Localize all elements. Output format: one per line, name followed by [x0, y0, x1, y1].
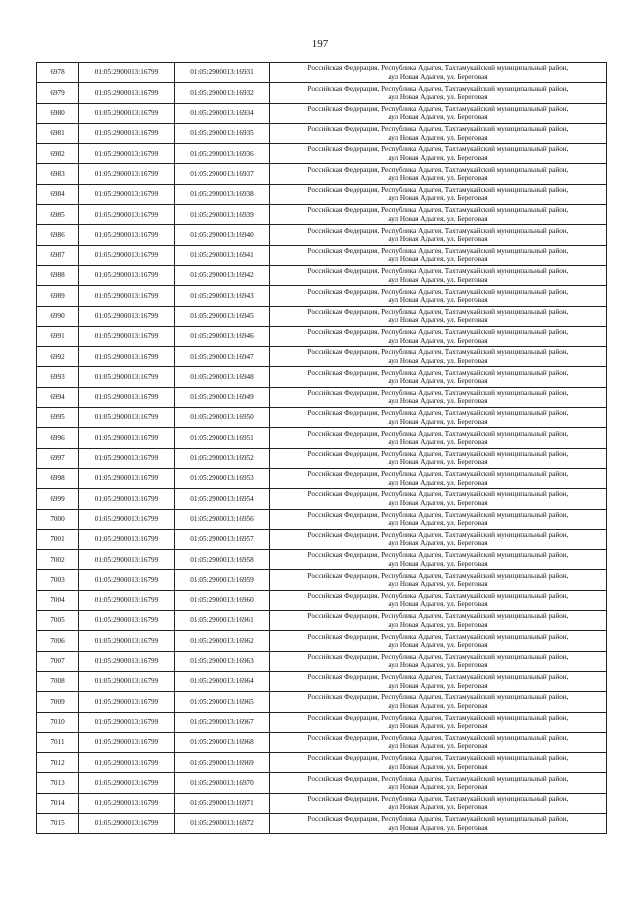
address-line-2: аул Новая Адыгея, ул. Береговая: [388, 722, 488, 731]
address-line-1: Российская Федерация, Республика Адыгея, Тахтамукайский муниципальный район,: [307, 145, 569, 154]
address-cell: [270, 367, 607, 387]
table-row: [37, 651, 607, 671]
row-number: 6999: [37, 489, 79, 509]
address-cell: [270, 671, 607, 691]
address-line-1: Российская Федерация, Республика Адыгея, Тахтамукайский муниципальный район,: [307, 571, 569, 580]
address-cell: [270, 144, 607, 164]
address-cell: [270, 773, 607, 793]
parent-cadastral-number: 01:05:2900013:16799: [79, 529, 175, 549]
cadastral-number: 01:05:2900013:16959: [175, 570, 270, 590]
address-line-2: аул Новая Адыгея, ул. Береговая: [388, 113, 488, 122]
address-cell: [270, 347, 607, 367]
table-row: [37, 326, 607, 346]
table-row: [37, 813, 607, 833]
table-row: [37, 225, 607, 245]
row-number: 6981: [37, 123, 79, 143]
address-line-1: Российская Федерация, Республика Адыгея, Тахтамукайский муниципальный район,: [307, 206, 569, 215]
cadastral-number: 01:05:2900013:16964: [175, 671, 270, 691]
table-row: [37, 286, 607, 306]
cadastral-table: [36, 62, 607, 834]
table-row: [37, 590, 607, 610]
row-number: 7011: [37, 732, 79, 752]
parent-cadastral-number: 01:05:2900013:16799: [79, 123, 175, 143]
address-line-2: аул Новая Адыгея, ул. Береговая: [388, 539, 488, 548]
parent-cadastral-number: 01:05:2900013:16799: [79, 651, 175, 671]
row-number: 6987: [37, 245, 79, 265]
table-row: [37, 773, 607, 793]
table-row: [37, 144, 607, 164]
address-line-1: Российская Федерация, Республика Адыгея, Тахтамукайский муниципальный район,: [307, 490, 569, 499]
address-line-1: Российская Федерация, Республика Адыгея, Тахтамукайский муниципальный район,: [307, 612, 569, 621]
address-line-1: Российская Федерация, Республика Адыгея, Тахтамукайский муниципальный район,: [307, 368, 569, 377]
parent-cadastral-number: 01:05:2900013:16799: [79, 347, 175, 367]
cadastral-number: 01:05:2900013:16956: [175, 509, 270, 529]
table-row: [37, 692, 607, 712]
address-cell: [270, 245, 607, 265]
parent-cadastral-number: 01:05:2900013:16799: [79, 428, 175, 448]
address-line-2: аул Новая Адыгея, ул. Береговая: [388, 742, 488, 751]
cadastral-number: 01:05:2900013:16962: [175, 631, 270, 651]
address-cell: [270, 225, 607, 245]
table-row: [37, 245, 607, 265]
address-cell: [270, 590, 607, 610]
address-line-2: аул Новая Адыгея, ул. Береговая: [388, 823, 488, 832]
address-cell: [270, 813, 607, 833]
parent-cadastral-number: 01:05:2900013:16799: [79, 367, 175, 387]
address-line-2: аул Новая Адыгея, ул. Береговая: [388, 397, 488, 406]
cadastral-number: 01:05:2900013:16949: [175, 387, 270, 407]
row-number: 6978: [37, 63, 79, 83]
address-cell: [270, 489, 607, 509]
parent-cadastral-number: 01:05:2900013:16799: [79, 184, 175, 204]
address-line-2: аул Новая Адыгея, ул. Береговая: [388, 478, 488, 487]
address-cell: [270, 103, 607, 123]
address-cell: [270, 306, 607, 326]
row-number: 7008: [37, 671, 79, 691]
address-cell: [270, 651, 607, 671]
table-row: [37, 306, 607, 326]
row-number: 7005: [37, 611, 79, 631]
address-line-1: Российская Федерация, Республика Адыгея, Тахтамукайский муниципальный район,: [307, 429, 569, 438]
table-row: [37, 448, 607, 468]
address-cell: [270, 712, 607, 732]
row-number: 7015: [37, 813, 79, 833]
parent-cadastral-number: 01:05:2900013:16799: [79, 550, 175, 570]
row-number: 6980: [37, 103, 79, 123]
cadastral-number: 01:05:2900013:16939: [175, 205, 270, 225]
cadastral-number: 01:05:2900013:16961: [175, 611, 270, 631]
address-line-1: Российская Федерация, Республика Адыгея, Тахтамукайский муниципальный район,: [307, 287, 569, 296]
table-row: [37, 529, 607, 549]
table-body: [37, 63, 607, 834]
address-cell: [270, 509, 607, 529]
table-row: [37, 103, 607, 123]
address-line-1: Российская Федерация, Республика Адыгея, Тахтамукайский муниципальный район,: [307, 246, 569, 255]
address-cell: [270, 83, 607, 103]
cadastral-number: 01:05:2900013:16940: [175, 225, 270, 245]
row-number: 6991: [37, 326, 79, 346]
parent-cadastral-number: 01:05:2900013:16799: [79, 225, 175, 245]
row-number: 6995: [37, 408, 79, 428]
table-row: [37, 753, 607, 773]
table-row: [37, 265, 607, 285]
parent-cadastral-number: 01:05:2900013:16799: [79, 408, 175, 428]
cadastral-number: 01:05:2900013:16945: [175, 306, 270, 326]
row-number: 6990: [37, 306, 79, 326]
cadastral-number: 01:05:2900013:16948: [175, 367, 270, 387]
address-line-1: Российская Федерация, Республика Адыгея, Тахтамукайский муниципальный район,: [307, 673, 569, 682]
parent-cadastral-number: 01:05:2900013:16799: [79, 306, 175, 326]
cadastral-number: 01:05:2900013:16957: [175, 529, 270, 549]
address-cell: [270, 408, 607, 428]
row-number: 6986: [37, 225, 79, 245]
table-row: [37, 509, 607, 529]
table-row: [37, 793, 607, 813]
table-row: [37, 205, 607, 225]
parent-cadastral-number: 01:05:2900013:16799: [79, 387, 175, 407]
table-row: [37, 428, 607, 448]
address-line-1: Российская Федерация, Республика Адыгея, Тахтамукайский муниципальный район,: [307, 84, 569, 93]
address-line-1: Российская Федерация, Республика Адыгея, Тахтамукайский муниципальный район,: [307, 794, 569, 803]
row-number: 6996: [37, 428, 79, 448]
cadastral-number: 01:05:2900013:16967: [175, 712, 270, 732]
row-number: 6997: [37, 448, 79, 468]
address-line-1: Российская Федерация, Республика Адыгея, Тахтамукайский муниципальный район,: [307, 388, 569, 397]
parent-cadastral-number: 01:05:2900013:16799: [79, 692, 175, 712]
address-cell: [270, 286, 607, 306]
address-line-2: аул Новая Адыгея, ул. Береговая: [388, 803, 488, 812]
address-line-1: Российская Федерация, Республика Адыгея, Тахтамукайский муниципальный район,: [307, 125, 569, 134]
cadastral-number: 01:05:2900013:16951: [175, 428, 270, 448]
table-row: [37, 611, 607, 631]
address-line-1: Российская Федерация, Республика Адыгея, Тахтамукайский муниципальный район,: [307, 754, 569, 763]
row-number: 6998: [37, 468, 79, 488]
address-cell: [270, 184, 607, 204]
address-cell: [270, 732, 607, 752]
table-row: [37, 164, 607, 184]
address-line-2: аул Новая Адыгея, ул. Береговая: [388, 377, 488, 386]
row-number: 7006: [37, 631, 79, 651]
row-number: 6984: [37, 184, 79, 204]
address-cell: [270, 529, 607, 549]
address-line-1: Российская Федерация, Республика Адыгея, Тахтамукайский муниципальный район,: [307, 551, 569, 560]
table-row: [37, 63, 607, 83]
table-row: [37, 468, 607, 488]
parent-cadastral-number: 01:05:2900013:16799: [79, 448, 175, 468]
address-line-1: Российская Федерация, Республика Адыгея, Тахтамукайский муниципальный район,: [307, 226, 569, 235]
row-number: 6979: [37, 83, 79, 103]
parent-cadastral-number: 01:05:2900013:16799: [79, 326, 175, 346]
table-row: [37, 631, 607, 651]
parent-cadastral-number: 01:05:2900013:16799: [79, 773, 175, 793]
table-row: [37, 387, 607, 407]
page-number: 197: [311, 38, 329, 50]
address-line-1: Российская Федерация, Республика Адыгея, Тахтамукайский муниципальный район,: [307, 632, 569, 641]
address-line-2: аул Новая Адыгея, ул. Береговая: [388, 762, 488, 771]
parent-cadastral-number: 01:05:2900013:16799: [79, 245, 175, 265]
address-cell: [270, 265, 607, 285]
parent-cadastral-number: 01:05:2900013:16799: [79, 144, 175, 164]
parent-cadastral-number: 01:05:2900013:16799: [79, 63, 175, 83]
parent-cadastral-number: 01:05:2900013:16799: [79, 611, 175, 631]
address-cell: [270, 550, 607, 570]
parent-cadastral-number: 01:05:2900013:16799: [79, 813, 175, 833]
row-number: 6994: [37, 387, 79, 407]
cadastral-number: 01:05:2900013:16960: [175, 590, 270, 610]
row-number: 7004: [37, 590, 79, 610]
address-line-2: аул Новая Адыгея, ул. Береговая: [388, 174, 488, 183]
address-line-1: Российская Федерация, Республика Адыгея, Тахтамукайский муниципальный район,: [307, 449, 569, 458]
parent-cadastral-number: 01:05:2900013:16799: [79, 489, 175, 509]
address-line-2: аул Новая Адыгея, ул. Береговая: [388, 356, 488, 365]
parent-cadastral-number: 01:05:2900013:16799: [79, 205, 175, 225]
parent-cadastral-number: 01:05:2900013:16799: [79, 753, 175, 773]
address-line-1: Российская Федерация, Республика Адыгея, Тахтамукайский муниципальный район,: [307, 713, 569, 722]
table-row: [37, 347, 607, 367]
row-number: 7012: [37, 753, 79, 773]
cadastral-number: 01:05:2900013:16971: [175, 793, 270, 813]
parent-cadastral-number: 01:05:2900013:16799: [79, 631, 175, 651]
address-line-1: Российская Федерация, Республика Адыгея, Тахтамукайский муниципальный район,: [307, 591, 569, 600]
address-line-2: аул Новая Адыгея, ул. Береговая: [388, 580, 488, 589]
cadastral-number: 01:05:2900013:16932: [175, 83, 270, 103]
cadastral-number: 01:05:2900013:16965: [175, 692, 270, 712]
cadastral-number: 01:05:2900013:16970: [175, 773, 270, 793]
address-cell: [270, 793, 607, 813]
address-cell: [270, 428, 607, 448]
address-cell: [270, 448, 607, 468]
cadastral-number: 01:05:2900013:16943: [175, 286, 270, 306]
address-cell: [270, 326, 607, 346]
address-cell: [270, 164, 607, 184]
address-line-1: Российская Федерация, Республика Адыгея, Тахтамукайский муниципальный район,: [307, 307, 569, 316]
address-line-2: аул Новая Адыгея, ул. Береговая: [388, 498, 488, 507]
address-cell: [270, 692, 607, 712]
cadastral-number: 01:05:2900013:16934: [175, 103, 270, 123]
address-cell: [270, 468, 607, 488]
address-line-1: Российская Федерация, Республика Адыгея, Тахтамукайский муниципальный район,: [307, 104, 569, 113]
address-line-1: Российская Федерация, Республика Адыгея, Тахтамукайский муниципальный район,: [307, 693, 569, 702]
row-number: 7014: [37, 793, 79, 813]
address-line-1: Российская Федерация, Республика Адыгея, Тахтамукайский муниципальный район,: [307, 470, 569, 479]
parent-cadastral-number: 01:05:2900013:16799: [79, 590, 175, 610]
address-line-2: аул Новая Адыгея, ул. Береговая: [388, 255, 488, 264]
address-line-2: аул Новая Адыгея, ул. Береговая: [388, 417, 488, 426]
cadastral-number: 01:05:2900013:16946: [175, 326, 270, 346]
address-line-1: Российская Федерация, Республика Адыгея, Тахтамукайский муниципальный район,: [307, 734, 569, 743]
address-cell: [270, 387, 607, 407]
address-line-2: аул Новая Адыгея, ул. Береговая: [388, 661, 488, 670]
address-line-1: Российская Федерация, Республика Адыгея, Тахтамукайский муниципальный район,: [307, 64, 569, 73]
parent-cadastral-number: 01:05:2900013:16799: [79, 671, 175, 691]
cadastral-number: 01:05:2900013:16942: [175, 265, 270, 285]
address-line-2: аул Новая Адыгея, ул. Береговая: [388, 336, 488, 345]
address-line-2: аул Новая Адыгея, ул. Береговая: [388, 783, 488, 792]
address-line-2: аул Новая Адыгея, ул. Береговая: [388, 133, 488, 142]
address-cell: [270, 753, 607, 773]
cadastral-number: 01:05:2900013:16947: [175, 347, 270, 367]
address-line-1: Российская Федерация, Республика Адыгея, Тахтамукайский муниципальный район,: [307, 815, 569, 824]
row-number: 6993: [37, 367, 79, 387]
row-number: 6983: [37, 164, 79, 184]
address-cell: [270, 205, 607, 225]
parent-cadastral-number: 01:05:2900013:16799: [79, 732, 175, 752]
address-line-2: аул Новая Адыгея, ул. Береговая: [388, 681, 488, 690]
parent-cadastral-number: 01:05:2900013:16799: [79, 468, 175, 488]
address-line-2: аул Новая Адыгея, ул. Береговая: [388, 701, 488, 710]
address-line-2: аул Новая Адыгея, ул. Береговая: [388, 458, 488, 467]
row-number: 7007: [37, 651, 79, 671]
row-number: 6982: [37, 144, 79, 164]
parent-cadastral-number: 01:05:2900013:16799: [79, 103, 175, 123]
address-line-2: аул Новая Адыгея, ул. Береговая: [388, 275, 488, 284]
cadastral-number: 01:05:2900013:16954: [175, 489, 270, 509]
cadastral-number: 01:05:2900013:16958: [175, 550, 270, 570]
table-row: [37, 550, 607, 570]
address-line-2: аул Новая Адыгея, ул. Береговая: [388, 235, 488, 244]
cadastral-number: 01:05:2900013:16968: [175, 732, 270, 752]
parent-cadastral-number: 01:05:2900013:16799: [79, 793, 175, 813]
row-number: 7009: [37, 692, 79, 712]
address-line-2: аул Новая Адыгея, ул. Береговая: [388, 153, 488, 162]
parent-cadastral-number: 01:05:2900013:16799: [79, 712, 175, 732]
table-row: [37, 123, 607, 143]
address-line-2: аул Новая Адыгея, ул. Береговая: [388, 559, 488, 568]
row-number: 6985: [37, 205, 79, 225]
address-line-1: Российская Федерация, Республика Адыгея, Тахтамукайский муниципальный район,: [307, 186, 569, 195]
address-cell: [270, 63, 607, 83]
address-cell: [270, 123, 607, 143]
address-line-1: Российская Федерация, Республика Адыгея, Тахтамукайский муниципальный район,: [307, 409, 569, 418]
address-line-1: Российская Федерация, Республика Адыгея, Тахтамукайский муниципальный район,: [307, 531, 569, 540]
parent-cadastral-number: 01:05:2900013:16799: [79, 509, 175, 529]
address-line-2: аул Новая Адыгея, ул. Береговая: [388, 72, 488, 81]
cadastral-number: 01:05:2900013:16931: [175, 63, 270, 83]
row-number: 7013: [37, 773, 79, 793]
address-line-1: Российская Федерация, Республика Адыгея, Тахтамукайский муниципальный район,: [307, 774, 569, 783]
cadastral-number: 01:05:2900013:16969: [175, 753, 270, 773]
address-line-2: аул Новая Адыгея, ул. Береговая: [388, 214, 488, 223]
address-line-1: Российская Федерация, Республика Адыгея, Тахтамукайский муниципальный район,: [307, 165, 569, 174]
address-line-2: аул Новая Адыгея, ул. Береговая: [388, 194, 488, 203]
table-row: [37, 367, 607, 387]
address-cell: [270, 631, 607, 651]
parent-cadastral-number: 01:05:2900013:16799: [79, 286, 175, 306]
table-row: [37, 184, 607, 204]
address-line-1: Российская Федерация, Республика Адыгея, Тахтамукайский муниципальный район,: [307, 652, 569, 661]
address-line-1: Российская Федерация, Республика Адыгея, Тахтамукайский муниципальный район,: [307, 328, 569, 337]
table-row: [37, 570, 607, 590]
address-cell: [270, 570, 607, 590]
row-number: 6992: [37, 347, 79, 367]
row-number: 7002: [37, 550, 79, 570]
address-line-2: аул Новая Адыгея, ул. Береговая: [388, 600, 488, 609]
parent-cadastral-number: 01:05:2900013:16799: [79, 164, 175, 184]
table-row: [37, 712, 607, 732]
row-number: 7003: [37, 570, 79, 590]
parent-cadastral-number: 01:05:2900013:16799: [79, 265, 175, 285]
address-line-1: Российская Федерация, Республика Адыгея, Тахтамукайский муниципальный район,: [307, 267, 569, 276]
address-line-2: аул Новая Адыгея, ул. Береговая: [388, 437, 488, 446]
cadastral-number: 01:05:2900013:16941: [175, 245, 270, 265]
table-row: [37, 671, 607, 691]
address-line-2: аул Новая Адыгея, ул. Береговая: [388, 92, 488, 101]
address-line-2: аул Новая Адыгея, ул. Береговая: [388, 295, 488, 304]
table-row: [37, 408, 607, 428]
address-line-1: Российская Федерация, Республика Адыгея, Тахтамукайский муниципальный район,: [307, 510, 569, 519]
address-line-2: аул Новая Адыгея, ул. Береговая: [388, 519, 488, 528]
address-line-2: аул Новая Адыгея, ул. Береговая: [388, 620, 488, 629]
row-number: 6988: [37, 265, 79, 285]
address-line-2: аул Новая Адыгея, ул. Береговая: [388, 316, 488, 325]
cadastral-number: 01:05:2900013:16937: [175, 164, 270, 184]
cadastral-number: 01:05:2900013:16972: [175, 813, 270, 833]
row-number: 7000: [37, 509, 79, 529]
table-row: [37, 489, 607, 509]
cadastral-number: 01:05:2900013:16953: [175, 468, 270, 488]
parent-cadastral-number: 01:05:2900013:16799: [79, 83, 175, 103]
cadastral-number: 01:05:2900013:16935: [175, 123, 270, 143]
address-line-1: Российская Федерация, Республика Адыгея, Тахтамукайский муниципальный район,: [307, 348, 569, 357]
cadastral-number: 01:05:2900013:16950: [175, 408, 270, 428]
cadastral-number: 01:05:2900013:16963: [175, 651, 270, 671]
parent-cadastral-number: 01:05:2900013:16799: [79, 570, 175, 590]
table-row: [37, 732, 607, 752]
table-row: [37, 83, 607, 103]
cadastral-number: 01:05:2900013:16936: [175, 144, 270, 164]
row-number: 7001: [37, 529, 79, 549]
row-number: 6989: [37, 286, 79, 306]
row-number: 7010: [37, 712, 79, 732]
address-cell: [270, 611, 607, 631]
cadastral-number: 01:05:2900013:16952: [175, 448, 270, 468]
cadastral-number: 01:05:2900013:16938: [175, 184, 270, 204]
address-line-2: аул Новая Адыгея, ул. Береговая: [388, 640, 488, 649]
